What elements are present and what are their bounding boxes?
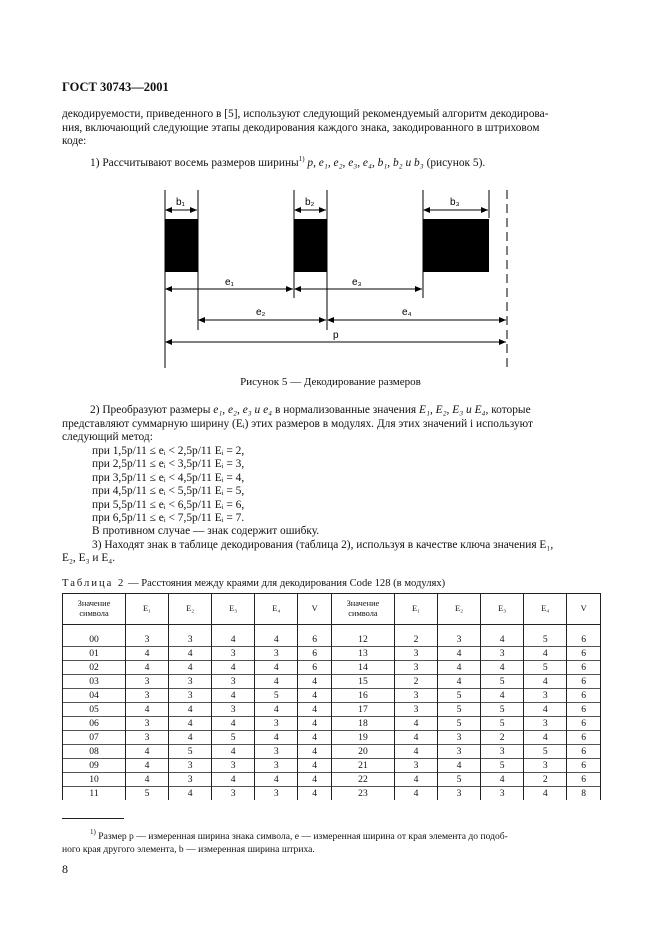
table-cell: 5: [524, 661, 567, 675]
label-p: p: [333, 330, 339, 341]
table-cell: 4: [298, 703, 332, 717]
table-cell: 4: [298, 745, 332, 759]
table-cell: 3: [126, 731, 169, 745]
table-cell: 6: [567, 745, 601, 759]
table-cell: 16: [331, 689, 394, 703]
table-cell: 10: [63, 773, 126, 787]
table-cell: 3: [524, 689, 567, 703]
step-1-ref: (рисунок 5).: [426, 157, 486, 169]
document-header: ГОСТ 30743—2001: [62, 80, 169, 94]
table-cell: 3: [255, 787, 298, 801]
table-cell: 2: [394, 633, 437, 647]
table-cell: 3: [126, 675, 169, 689]
table-cell: 4: [255, 731, 298, 745]
label-b1: b₁: [176, 197, 185, 208]
label-e2: e₂: [256, 307, 266, 318]
table-cell: 3: [394, 647, 437, 661]
rule-item: при 5,5p/11 ≤ eᵢ < 6,5p/11 Eᵢ = 6,: [92, 498, 245, 511]
table-cell: 18: [331, 717, 394, 731]
footnote-line-2: ного края другого элемента, b — измеренная ширина штриха.: [62, 843, 315, 855]
table-cell: 3: [394, 703, 437, 717]
step-3-line-2: E₂, E₃ и E₄.: [62, 552, 116, 565]
footnote-line-1: Размер p — измеренная ширина знака символа, e — измеренная ширина от края элемента до подоб-: [98, 831, 508, 842]
header-cell: V: [567, 594, 601, 625]
table-cell: 4: [255, 633, 298, 647]
step-3-line-1: 3) Находят знак в таблице декодирования (таблица 2), используя в качестве ключа значения E₁,: [92, 538, 554, 551]
table-row: [63, 717, 601, 731]
table-caption-label: Таблица 2: [62, 578, 126, 589]
table-cell: 12: [331, 633, 394, 647]
table-header-row: [63, 594, 601, 625]
table-cell: 3: [438, 633, 481, 647]
table-cell: 2: [394, 675, 437, 689]
page-number: 8: [62, 862, 68, 876]
table-cell: 4: [394, 745, 437, 759]
table-cell: 3: [481, 647, 524, 661]
rule-item: при 2,5p/11 ≤ eᵢ < 3,5p/11 Eᵢ = 3,: [92, 458, 245, 471]
header-cell: V: [298, 594, 332, 625]
intro-line-3: коде:: [62, 135, 87, 148]
table-cell: 6: [567, 773, 601, 787]
table-row: [63, 675, 601, 689]
table-cell: 8: [567, 787, 601, 801]
table-cell: 4: [126, 661, 169, 675]
table-cell: 4: [524, 647, 567, 661]
table-cell: 06: [63, 717, 126, 731]
table-cell: 4: [524, 787, 567, 801]
table-cell: 3: [255, 759, 298, 773]
step-3-paragraph: [62, 525, 602, 566]
table-cell: 6: [567, 633, 601, 647]
table-cell: 20: [331, 745, 394, 759]
table-cell: 6: [567, 661, 601, 675]
table-cell: 6: [298, 661, 332, 675]
table-cell: 5: [212, 731, 255, 745]
table-cell: 5: [438, 773, 481, 787]
table-cell: 4: [298, 787, 332, 801]
table-cell: 21: [331, 759, 394, 773]
table-cell: 02: [63, 661, 126, 675]
label-b2: b₂: [305, 197, 315, 208]
intro-line-2: ния, включающий следующие этапы декодирования каждого знака, закодированного в штриховом: [62, 121, 540, 134]
label-b3: b₃: [450, 197, 460, 208]
table-cell: 4: [212, 717, 255, 731]
table-cell: 3: [126, 717, 169, 731]
table-cell: 4: [481, 773, 524, 787]
table-cell: 5: [481, 703, 524, 717]
step-2-text-a: 2) Преобразуют размеры: [90, 404, 211, 416]
figure-5-diagram: [0, 0, 661, 380]
table-cell: 4: [255, 675, 298, 689]
table-row: [63, 661, 601, 675]
table-cell: 22: [331, 773, 394, 787]
table-cell: 3: [126, 633, 169, 647]
table-cell: 4: [126, 759, 169, 773]
table-cell: 3: [255, 647, 298, 661]
table-cell: 5: [255, 689, 298, 703]
table-cell: 4: [126, 773, 169, 787]
table-cell: 3: [438, 745, 481, 759]
footnote-mark: 1): [90, 828, 96, 836]
table-cell: 4: [169, 661, 212, 675]
figure-caption: Рисунок 5 — Декодирование размеров: [240, 376, 421, 388]
table-cell: 4: [298, 689, 332, 703]
bar-1: [165, 219, 198, 272]
table-cell: 4: [169, 731, 212, 745]
table-cell: 4: [212, 745, 255, 759]
table-row: [63, 703, 601, 717]
table-cell: 3: [394, 689, 437, 703]
table-cell: 4: [524, 731, 567, 745]
header-cell: E₂: [169, 594, 212, 625]
table-cell: 4: [212, 689, 255, 703]
table-cell: 3: [126, 689, 169, 703]
table-cell: 4: [255, 703, 298, 717]
table-cell: 4: [212, 773, 255, 787]
table-cell: 5: [524, 633, 567, 647]
table-cell: 4: [438, 661, 481, 675]
header-cell: E₃: [481, 594, 524, 625]
table-cell: 13: [331, 647, 394, 661]
table-caption: [62, 578, 445, 589]
table-cell: 3: [438, 787, 481, 801]
step-2-vals: E₁, E₂, E₃ и E₄,: [419, 404, 489, 416]
table-caption-text: — Расстояния между краями для декодирования Code 128 (в модулях): [125, 578, 446, 589]
bar-2: [294, 219, 327, 272]
otherwise-text: В противном случае — знак содержит ошибку.: [92, 525, 320, 537]
table-cell: 08: [63, 745, 126, 759]
table-cell: 3: [169, 759, 212, 773]
table-cell: 3: [212, 703, 255, 717]
rules-list: [92, 445, 244, 525]
table-cell: 6: [298, 633, 332, 647]
table-cell: 15: [331, 675, 394, 689]
table-cell: 6: [567, 703, 601, 717]
table-cell: 6: [567, 689, 601, 703]
table-cell: 5: [438, 689, 481, 703]
table-cell: 4: [298, 773, 332, 787]
label-e4: e₄: [402, 307, 412, 318]
table-cell: 3: [394, 661, 437, 675]
table-cell: 3: [438, 731, 481, 745]
header-cell: E₃: [212, 594, 255, 625]
table-cell: 4: [481, 661, 524, 675]
table-cell: 3: [212, 787, 255, 801]
table-cell: 4: [394, 773, 437, 787]
table-cell: 17: [331, 703, 394, 717]
step-2-text-b: в нормализованные значения: [274, 404, 417, 416]
table-cell: 3: [524, 759, 567, 773]
table-cell: 5: [126, 787, 169, 801]
step-1-text: 1) Рассчитывают восемь размеров ширины: [90, 157, 299, 169]
table-cell: 4: [255, 661, 298, 675]
table-cell: 00: [63, 633, 126, 647]
table-row: [63, 759, 601, 773]
table-cell: 3: [481, 787, 524, 801]
table-cell: 03: [63, 675, 126, 689]
decoding-table: [62, 593, 601, 800]
table-cell: 3: [255, 745, 298, 759]
table-cell: 04: [63, 689, 126, 703]
header-cell: E₁: [394, 594, 437, 625]
table-cell: 4: [438, 759, 481, 773]
table-cell: 5: [438, 703, 481, 717]
table-row: [63, 731, 601, 745]
table-cell: 5: [524, 745, 567, 759]
table-row: [63, 689, 601, 703]
table-cell: 23: [331, 787, 394, 801]
table-cell: 3: [212, 675, 255, 689]
table-cell: 5: [481, 759, 524, 773]
table-cell: 3: [255, 717, 298, 731]
table-cell: 4: [212, 633, 255, 647]
table-cell: 4: [212, 661, 255, 675]
table-cell: 3: [169, 773, 212, 787]
footnote-divider: [62, 818, 124, 819]
table-cell: 6: [567, 717, 601, 731]
table-cell: 4: [169, 717, 212, 731]
table-cell: 5: [438, 717, 481, 731]
table-cell: 05: [63, 703, 126, 717]
table-cell: 4: [394, 731, 437, 745]
table-cell: 4: [126, 703, 169, 717]
table-cell: 4: [169, 787, 212, 801]
table-cell: 5: [481, 717, 524, 731]
table-row: [63, 647, 601, 661]
step-2-vars: e₁, e₂, e₃ и e₄: [213, 404, 273, 416]
table-cell: 3: [169, 675, 212, 689]
table-cell: 6: [567, 647, 601, 661]
step-2-paragraph: [62, 404, 602, 445]
table-cell: 4: [169, 703, 212, 717]
footnote: [62, 826, 602, 856]
header-cell: Значение символа: [63, 594, 126, 625]
table-cell: 4: [524, 703, 567, 717]
table-cell: 4: [298, 759, 332, 773]
rule-item: при 6,5p/11 ≤ eᵢ < 7,5p/11 Eᵢ = 7.: [92, 512, 245, 525]
table-cell: 4: [255, 773, 298, 787]
table-cell: 09: [63, 759, 126, 773]
table-cell: 3: [481, 745, 524, 759]
table-cell: 5: [169, 745, 212, 759]
header-cell: E₄: [524, 594, 567, 625]
table-cell: 4: [394, 717, 437, 731]
table-cell: 5: [481, 675, 524, 689]
header-cell: E₄: [255, 594, 298, 625]
table-cell: 3: [212, 647, 255, 661]
table-row: [63, 773, 601, 787]
label-e1: e₁: [225, 277, 234, 288]
table-row: [63, 745, 601, 759]
table-cell: 4: [298, 675, 332, 689]
table-cell: 4: [298, 717, 332, 731]
table-cell: 6: [567, 675, 601, 689]
table-row: [63, 787, 601, 801]
table-cell: 6: [567, 759, 601, 773]
intro-line-1: декодируемости, приведенного в [5], используют следующий рекомендуемый алгоритм декодирова-: [62, 108, 549, 120]
table-cell: 6: [298, 647, 332, 661]
table-cell: 3: [212, 759, 255, 773]
step-1-vars: p, e₁, e₂, e₃, e₄, b₁, b₂ и b₃: [307, 157, 424, 169]
table-cell: 4: [298, 731, 332, 745]
table-cell: 4: [126, 745, 169, 759]
header-cell: Значение символа: [331, 594, 394, 625]
footnote-ref[interactable]: 1): [298, 155, 305, 163]
table-row: [63, 633, 601, 647]
label-e3: e₃: [352, 277, 362, 288]
table-cell: 4: [126, 647, 169, 661]
table-cell: 3: [394, 759, 437, 773]
header-cell: E₂: [438, 594, 481, 625]
table-cell: 4: [481, 689, 524, 703]
step-2-line-3: следующий метод:: [62, 431, 153, 444]
table-cell: 4: [481, 633, 524, 647]
header-cell: E₁: [126, 594, 169, 625]
step-2-line-2: представляют суммарную ширину (Eᵢ) этих размеров в модулях. Для этих значений i используют: [62, 417, 534, 430]
table-cell: 14: [331, 661, 394, 675]
rule-item: при 4,5p/11 ≤ eᵢ < 5,5p/11 Eᵢ = 5,: [92, 485, 245, 498]
table-cell: 4: [394, 787, 437, 801]
table-cell: 2: [524, 773, 567, 787]
step-2-text-c: которые: [491, 404, 531, 416]
rule-item: при 1,5p/11 ≤ eᵢ < 2,5p/11 Eᵢ = 2,: [92, 445, 245, 457]
rule-item: при 3,5p/11 ≤ eᵢ < 4,5p/11 Eᵢ = 4,: [92, 471, 245, 484]
table-cell: 3: [524, 717, 567, 731]
table-cell: 2: [481, 731, 524, 745]
bar-3: [423, 219, 489, 272]
table-cell: 3: [169, 633, 212, 647]
table-cell: 4: [169, 647, 212, 661]
table-cell: 4: [438, 647, 481, 661]
table-cell: 4: [438, 675, 481, 689]
table-cell: 01: [63, 647, 126, 661]
table-cell: 4: [524, 675, 567, 689]
table-cell: 3: [169, 689, 212, 703]
table-cell: 11: [63, 787, 126, 801]
table-cell: 6: [567, 731, 601, 745]
table-cell: 07: [63, 731, 126, 745]
table-cell: 19: [331, 731, 394, 745]
